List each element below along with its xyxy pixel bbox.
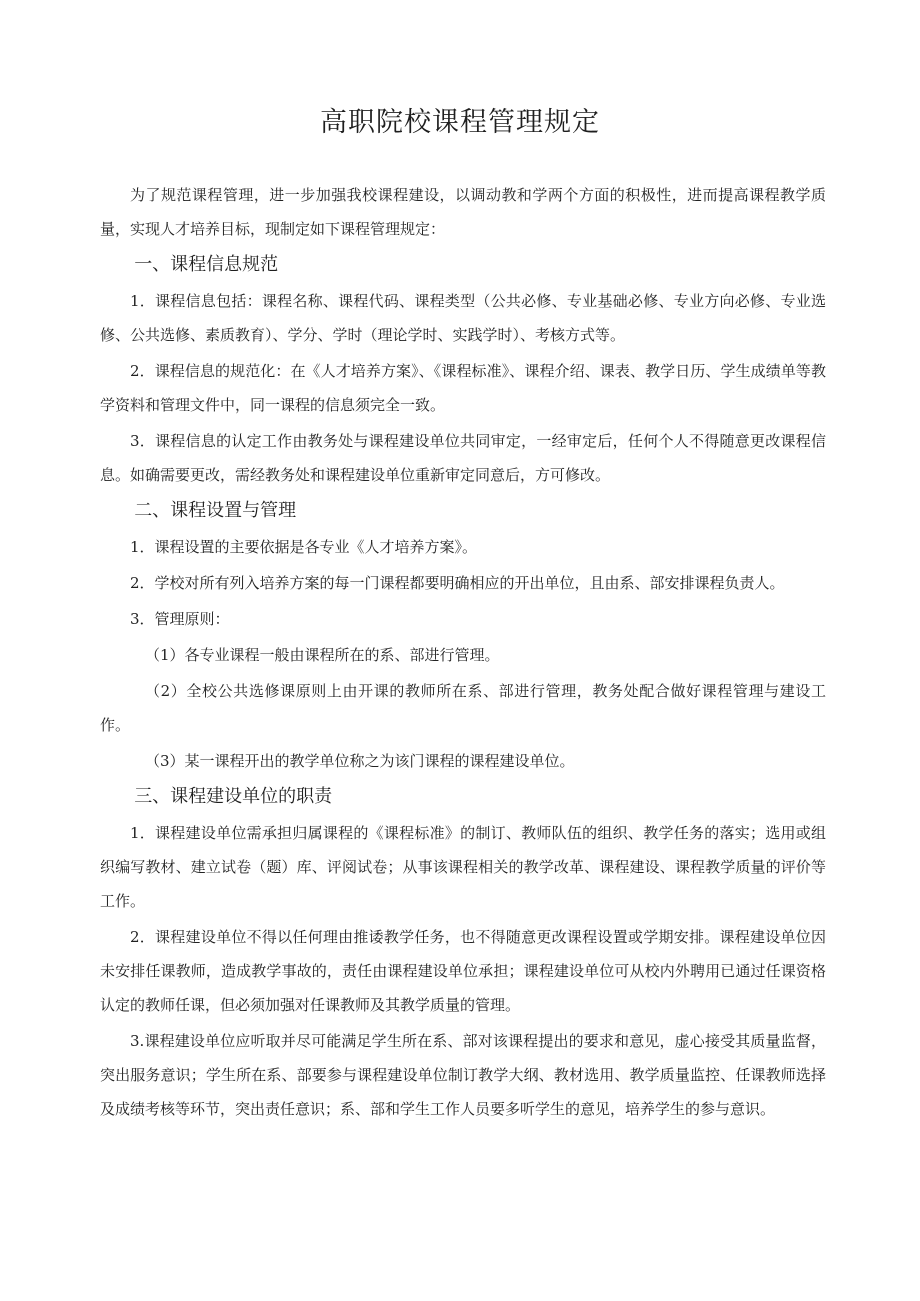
- section-1-item-3: 3．课程信息的认定工作由教务处与课程建设单位共同审定，一经审定后，任何个人不得随意更改课程信息。如确需要更改，需经教务处和课程建设单位重新审定同意后，方可修改。: [100, 432, 826, 484]
- section-heading-1: 一、课程信息规范: [134, 254, 279, 275]
- section-2-subitem-3: （3）某一课程开出的教学单位称之为该门课程的课程建设单位。: [145, 752, 575, 770]
- section-1-item-2: 2．课程信息的规范化：在《人才培养方案》、《课程标准》、课程介绍、课表、教学日历、学生成绩单等教学资料和管理文件中，同一课程的信息须完全一致。: [100, 362, 826, 414]
- section-2-subitem-1: （1）各专业课程一般由课程所在的系、部进行管理。: [145, 646, 500, 664]
- section-2-item-3: 3．管理原则：: [130, 610, 230, 628]
- intro-paragraph: 为了规范课程管理，进一步加强我校课程建设，以调动教和学两个方面的积极性，进而提高课程教学质量，实现人才培养目标，现制定如下课程管理规定：: [100, 186, 826, 238]
- section-3-item-3: 3.课程建设单位应听取并尽可能满足学生所在系、部对该课程提出的要求和意见，虚心接受其质量监督，突出服务意识；学生所在系、部要参与课程建设单位制订教学大纲、教材选用、教学质量监控、任课教师选择及成绩考核等环节，突出责任意识；系、部和学生工作人员要多听学生的意见，培养学生的参与意识。: [100, 1032, 826, 1118]
- document-title: 高职院校课程管理规定: [320, 107, 600, 138]
- section-3-item-2: 2．课程建设单位不得以任何理由推诿教学任务，也不得随意更改课程设置或学期安排。课程建设单位因未安排任课教师，造成教学事故的，责任由课程建设单位承担；课程建设单位可从校内外聘用已通过任课资格认定的教师任课，但必须加强对任课教师及其教学质量的管理。: [100, 928, 826, 1014]
- section-2-item-2: 2．学校对所有列入培养方案的每一门课程都要明确相应的开出单位，且由系、部安排课程负责人。: [130, 574, 785, 592]
- section-heading-2: 二、课程设置与管理: [134, 500, 297, 521]
- document-body: [100, 178, 826, 1128]
- section-1-item-1: 1．课程信息包括：课程名称、课程代码、课程类型（公共必修、专业基础必修、专业方向必修、专业选修、公共选修、素质教育）、学分、学时（理论学时、实践学时）、考核方式等。: [100, 292, 826, 344]
- section-heading-3: 三、课程建设单位的职责: [134, 786, 333, 807]
- section-2-item-1: 1．课程设置的主要依据是各专业《人才培养方案》。: [130, 538, 478, 556]
- section-3-item-1: 1．课程建设单位需承担归属课程的《课程标准》的制订、教师队伍的组织、教学任务的落实；选用或组织编写教材、建立试卷（题）库、评阅试卷；从事该课程相关的教学改革、课程建设、课程教学质量的评价等工作。: [100, 824, 826, 910]
- section-2-subitem-2: （2）全校公共选修课原则上由开课的教师所在系、部进行管理，教务处配合做好课程管理与建设工作。: [100, 682, 826, 734]
